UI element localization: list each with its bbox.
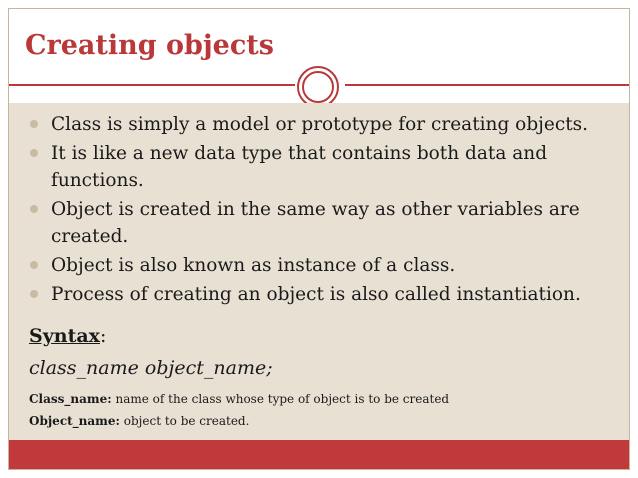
definition-term: Class_name:: [29, 392, 112, 406]
bullet-text: Process of creating an object is also called instantiation.: [51, 284, 581, 305]
definition-text: object to be created.: [119, 414, 250, 428]
definition-text: name of the class whose type of object is to be created: [111, 392, 450, 406]
bullet-item: [9, 252, 629, 279]
syntax-label: Syntax: [29, 325, 100, 347]
footer-band: [9, 440, 629, 469]
bullet-text: It is like a new data type that contains both data and functions.: [51, 143, 548, 191]
syntax-colon: :: [100, 325, 107, 347]
syntax-heading: [29, 323, 106, 349]
syntax-code: class_name object_name;: [29, 357, 273, 379]
slide: [8, 8, 630, 470]
bullet-dot-icon: [30, 149, 38, 157]
bullet-text: Class is simply a model or prototype for creating objects.: [51, 114, 589, 135]
bullet-item: [9, 140, 629, 194]
bullet-dot-icon: [30, 205, 38, 213]
definition-class-name: [29, 390, 449, 408]
bullet-text: Object is also known as instance of a class.: [51, 255, 456, 276]
bullet-item: [9, 111, 629, 138]
bullet-dot-icon: [30, 261, 38, 269]
title-divider-left: [9, 84, 295, 86]
content-area: [9, 103, 629, 440]
definition-object-name: [29, 412, 249, 430]
bullet-text: Object is created in the same way as other variables are created.: [51, 199, 580, 247]
definition-term: Object_name:: [29, 414, 120, 428]
bullet-item: [9, 281, 629, 308]
bullet-dot-icon: [30, 290, 38, 298]
slide-title: Creating objects: [25, 30, 274, 61]
bullet-list: [9, 111, 629, 310]
bullet-dot-icon: [30, 120, 38, 128]
bullet-item: [9, 196, 629, 250]
title-divider-right: [345, 84, 629, 86]
